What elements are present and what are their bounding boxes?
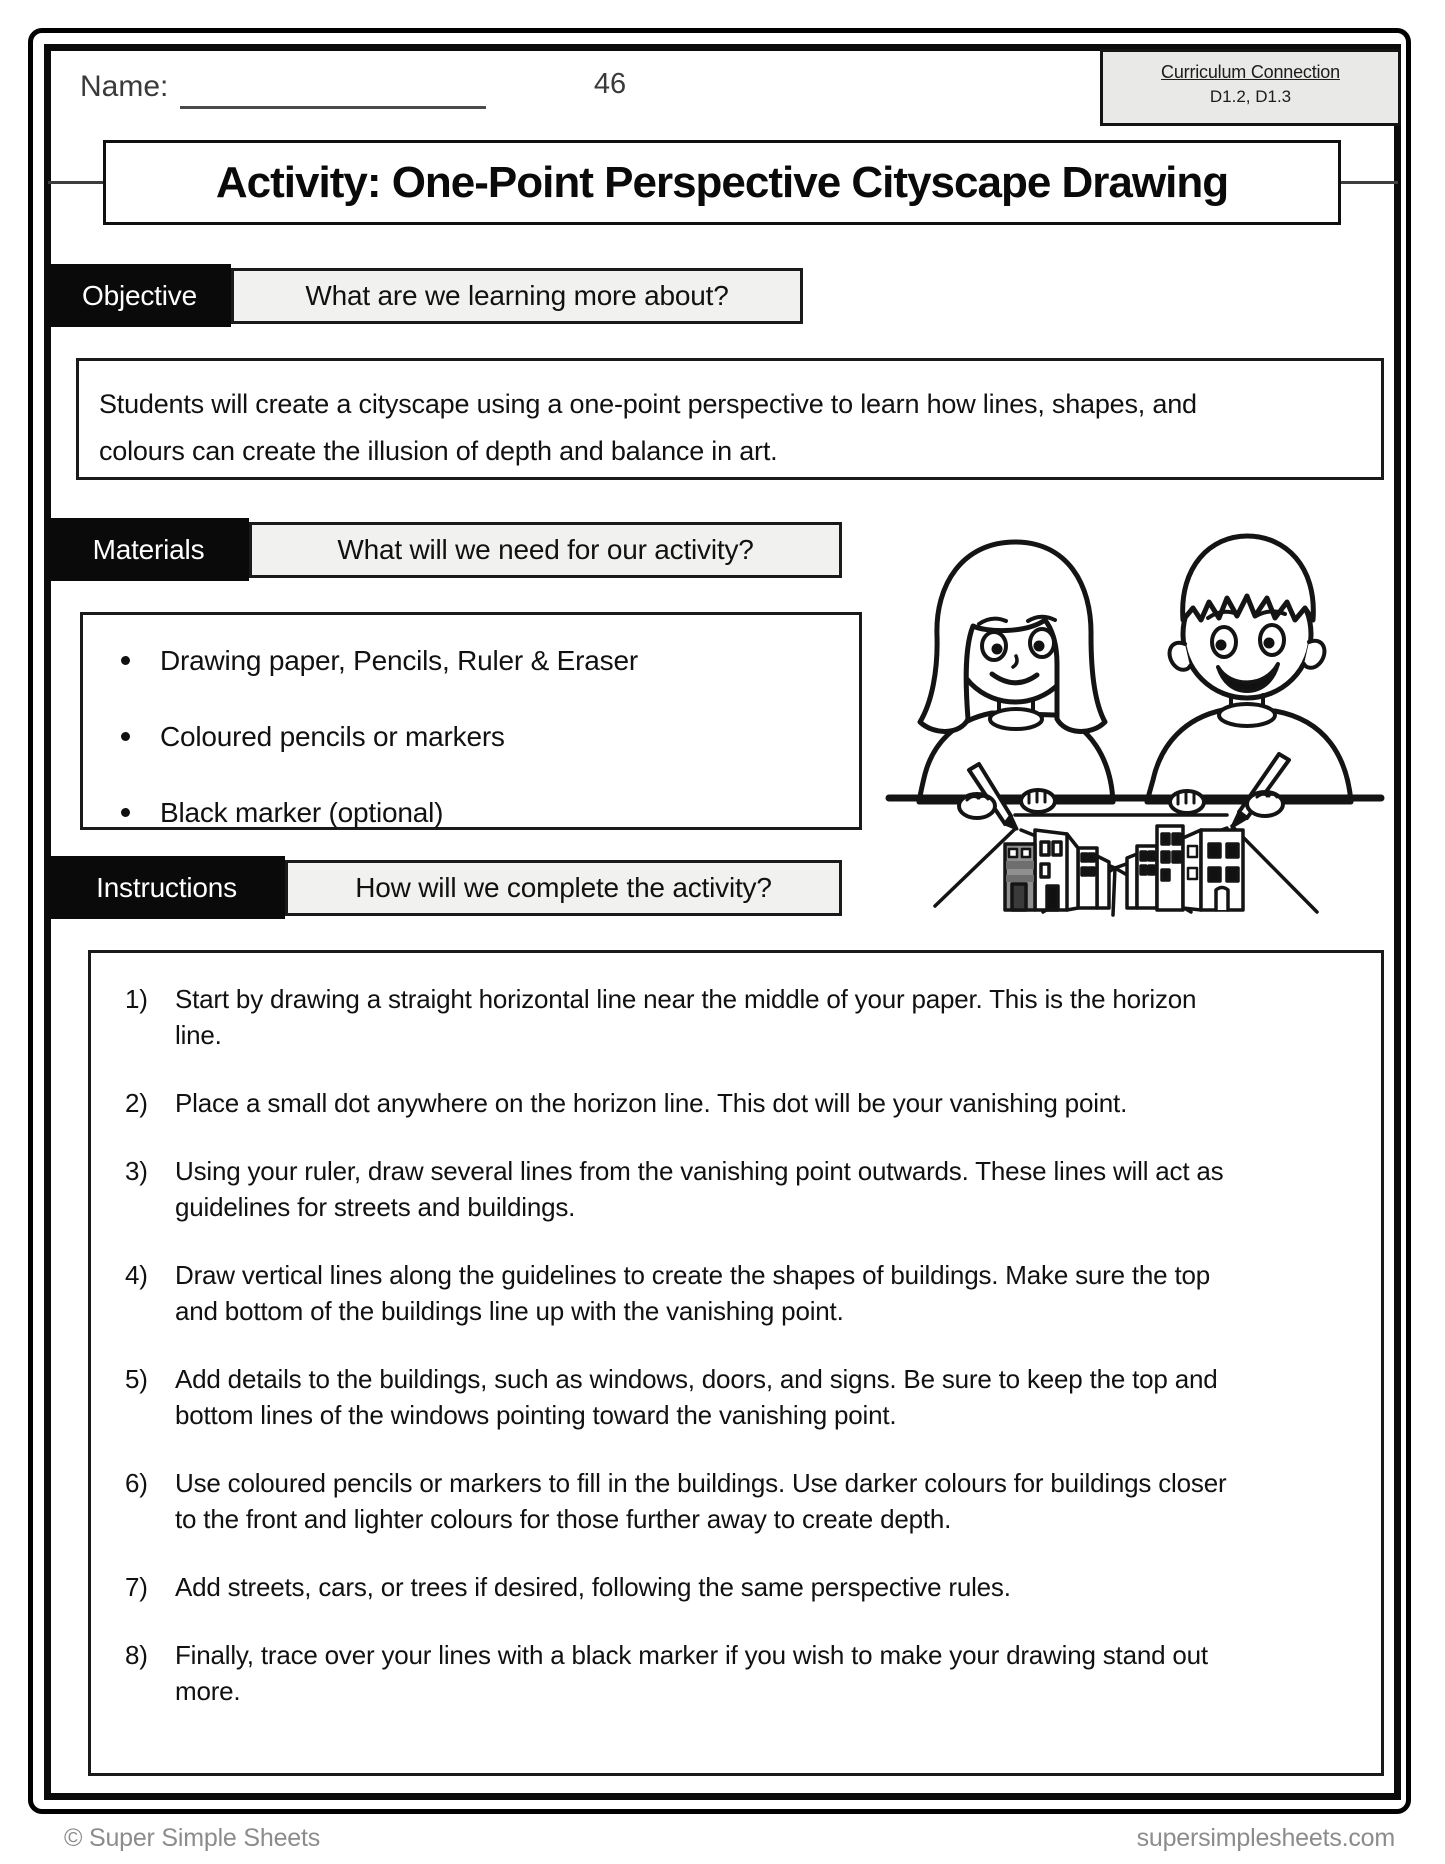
instruction-step xyxy=(111,1085,1351,1121)
step-number: 5) xyxy=(125,1364,148,1394)
objective-section-label: Objective xyxy=(48,264,231,327)
material-item xyxy=(121,793,845,832)
step-text: Place a small dot anywhere on the horizon line. This dot will be your vanishing point. xyxy=(175,1088,1128,1118)
instruction-step xyxy=(111,1465,1351,1537)
objective-text-box xyxy=(76,358,1384,480)
bullet-icon xyxy=(121,808,130,817)
activity-title-box xyxy=(103,140,1341,225)
instruction-step xyxy=(111,1153,1351,1225)
boy-figure xyxy=(1147,536,1351,802)
step-text: Draw vertical lines along the guidelines to create the shapes of buildings. Make sure the top and bottom of the buildings line up with the vanishing point. xyxy=(175,1260,1211,1326)
material-item-text: Coloured pencils or markers xyxy=(160,721,505,752)
material-item xyxy=(121,641,845,680)
instruction-step xyxy=(111,1569,1351,1605)
page-number: 46 xyxy=(593,68,627,100)
girl-figure xyxy=(919,542,1113,802)
copyright-text: © Super Simple Sheets xyxy=(64,1824,321,1852)
step-number: 8) xyxy=(125,1640,148,1670)
step-text: Start by drawing a straight horizontal line near the middle of your paper. This is the horizon line. xyxy=(175,984,1197,1050)
step-number: 3) xyxy=(125,1156,148,1186)
curriculum-codes: D1.2, D1.3 xyxy=(1209,87,1292,106)
website-url: supersimplesheets.com xyxy=(1136,1824,1395,1852)
instructions-section-label: Instructions xyxy=(48,856,285,919)
curriculum-title: Curriculum Connection xyxy=(1161,62,1340,82)
instruction-step xyxy=(111,1257,1351,1329)
step-text: Add details to the buildings, such as windows, doors, and signs. Be sure to keep the top and bottom lines of the windows pointing toward the vanishing point. xyxy=(175,1364,1218,1430)
step-number: 7) xyxy=(125,1572,148,1602)
name-label: Name: xyxy=(80,70,169,103)
instructions-section-question: How will we complete the activity? xyxy=(285,860,842,916)
objective-section-question: What are we learning more about? xyxy=(231,268,803,324)
name-blank-line xyxy=(180,72,486,109)
step-number: 4) xyxy=(125,1260,148,1290)
step-text: Use coloured pencils or markers to fill in the buildings. Use darker colours for buildings closer to the front and lighter colours for those further away to create depth. xyxy=(175,1468,1227,1534)
curriculum-connection-box xyxy=(1100,49,1401,126)
step-number: 1) xyxy=(125,984,148,1014)
material-item-text: Black marker (optional) xyxy=(160,797,444,828)
instruction-step xyxy=(111,1637,1351,1709)
instructions-list-box xyxy=(88,950,1384,1776)
page-title: Activity: One-Point Perspective Cityscape Drawing xyxy=(215,157,1229,207)
title-connector-right xyxy=(1340,181,1398,184)
materials-section-label: Materials xyxy=(48,518,249,581)
step-text: Add streets, cars, or trees if desired, following the same perspective rules. xyxy=(175,1572,1011,1602)
instruction-step xyxy=(111,981,1351,1053)
step-number: 2) xyxy=(125,1088,148,1118)
step-number: 6) xyxy=(125,1468,148,1498)
materials-section-question: What will we need for our activity? xyxy=(249,522,842,578)
materials-list-box xyxy=(80,612,862,830)
step-text: Using your ruler, draw several lines from the vanishing point outwards. These lines will act as guidelines for streets and buildings. xyxy=(175,1156,1224,1222)
bullet-icon xyxy=(121,732,130,741)
material-item xyxy=(121,717,845,756)
material-item-text: Drawing paper, Pencils, Ruler & Eraser xyxy=(160,645,638,676)
objective-text: Students will create a cityscape using a one-point perspective to learn how lines, shapes, and colours can create the illusion of depth and balance in art. xyxy=(99,389,1197,466)
step-text: Finally, trace over your lines with a black marker if you wish to make your drawing stand out more. xyxy=(175,1640,1208,1706)
cityscape-drawing xyxy=(935,826,1317,915)
bullet-icon xyxy=(121,656,130,665)
children-drawing-illustration xyxy=(875,512,1395,932)
title-connector-left xyxy=(48,181,104,184)
instruction-step xyxy=(111,1361,1351,1433)
